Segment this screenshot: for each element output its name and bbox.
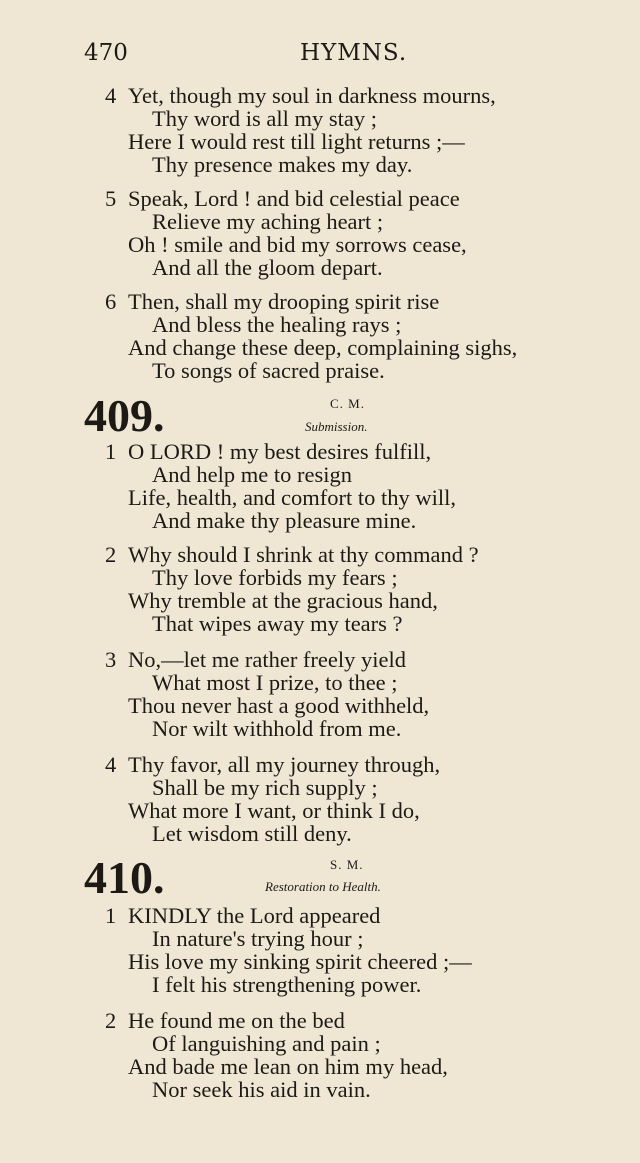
verse-line: Let wisdom still deny. <box>152 821 352 846</box>
hymn-number: 410. <box>84 852 165 903</box>
verse-line: Relieve my aching heart ; <box>152 209 384 234</box>
stanza-number: 1 <box>105 903 117 928</box>
hymn-title: Restoration to Health. <box>265 879 381 894</box>
verse-line: O LORD ! my best desires fulfill, <box>128 439 432 464</box>
verse-line: And bless the healing rays ; <box>152 312 402 337</box>
stanza-number: 5 <box>105 186 117 211</box>
stanza-number: 2 <box>105 1008 117 1033</box>
verse-line: What most I prize, to thee ; <box>152 670 398 695</box>
hymn-meter: S. M. <box>330 857 364 872</box>
verse-line: And make thy pleasure mine. <box>152 508 417 533</box>
verse-line: His love my sinking spirit cheered ;— <box>128 949 472 974</box>
hymn-title: Submission. <box>305 419 368 434</box>
stanza-number: 6 <box>105 289 117 314</box>
stanza-number: 4 <box>105 752 117 777</box>
verse-line: KINDLY the Lord appeared <box>128 903 381 928</box>
verse-line: And all the gloom depart. <box>152 255 383 280</box>
hymn-number: 409. <box>84 390 165 441</box>
running-head: HYMNS. <box>300 40 408 66</box>
verse-line: And bade me lean on him my head, <box>128 1054 448 1079</box>
verse-line: To songs of sacred praise. <box>152 358 385 383</box>
verse-line: Thy word is all my stay ; <box>152 106 377 131</box>
verse-line: Nor wilt withhold from me. <box>152 716 402 741</box>
verse-line: Why tremble at the gracious hand, <box>128 588 438 613</box>
stanza-number: 1 <box>105 439 117 464</box>
verse-line: What more I want, or think I do, <box>128 798 420 823</box>
verse-line: Speak, Lord ! and bid celestial peace <box>128 186 460 211</box>
verse-line: Oh ! smile and bid my sorrows cease, <box>128 232 467 257</box>
verse-line: Why should I shrink at thy command ? <box>128 542 479 567</box>
page-header <box>0 40 640 76</box>
verse-line: No,—let me rather freely yield <box>128 647 407 672</box>
verse-line: Thy favor, all my journey through, <box>128 752 441 777</box>
verse-line: And change these deep, complaining sighs, <box>128 335 518 360</box>
verse-line: And help me to resign <box>152 462 352 487</box>
verse-line: He found me on the bed <box>128 1008 345 1033</box>
verse-line: In nature's trying hour ; <box>152 926 364 951</box>
page-number: 470 <box>84 40 128 66</box>
hymn-meter: C. M. <box>330 396 365 411</box>
verse-line: Thy presence makes my day. <box>152 152 413 177</box>
verse-line: Thy love forbids my fears ; <box>152 565 398 590</box>
stanza-number: 2 <box>105 542 117 567</box>
stanza-number: 3 <box>105 647 117 672</box>
verse-line: Of languishing and pain ; <box>152 1031 381 1056</box>
verse-line: Here I would rest till light returns ;— <box>128 129 465 154</box>
verse-line: Shall be my rich supply ; <box>152 775 378 800</box>
verse-line: Thou never hast a good withheld, <box>128 693 430 718</box>
verse-line: I felt his strengthening power. <box>152 972 422 997</box>
verse-line: Life, health, and comfort to thy will, <box>128 485 457 510</box>
verse-line: That wipes away my tears ? <box>152 611 403 636</box>
stanza-number: 4 <box>105 83 117 108</box>
verse-line: Yet, though my soul in darkness mourns, <box>128 83 496 108</box>
verse-line: Nor seek his aid in vain. <box>152 1077 371 1102</box>
verse-line: Then, shall my drooping spirit rise <box>128 289 440 314</box>
